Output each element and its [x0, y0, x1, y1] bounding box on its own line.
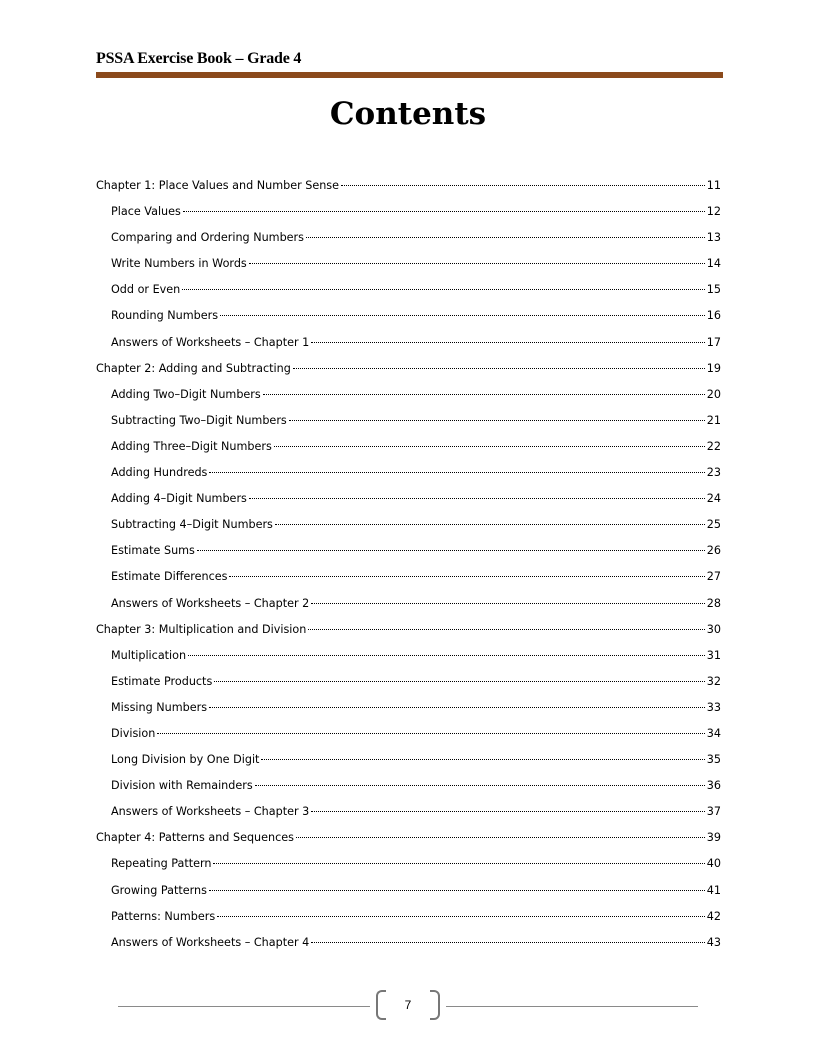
toc-page-number: 16 [706, 309, 721, 323]
toc-page-number: 32 [706, 674, 721, 688]
toc-chapter-entry[interactable] [96, 358, 721, 384]
toc-section-entry[interactable] [96, 488, 721, 514]
toc-section-entry[interactable] [96, 801, 721, 827]
toc-section-entry[interactable] [96, 410, 721, 436]
dot-leader [274, 446, 705, 447]
footer-rule-left [118, 1006, 370, 1007]
dot-leader [249, 263, 705, 264]
dot-leader [289, 420, 705, 421]
footer-bracket-left [376, 990, 386, 1020]
toc-entry-label: Answers of Worksheets – Chapter 1 [111, 335, 310, 349]
toc-entry-label: Chapter 2: Adding and Subtracting [96, 361, 291, 375]
dot-leader [209, 472, 704, 473]
toc-entry-label: Odd or Even [111, 283, 181, 297]
toc-section-entry[interactable] [96, 645, 721, 671]
toc-chapter-entry[interactable] [96, 619, 721, 645]
toc-page-number: 35 [706, 753, 721, 767]
dot-leader [311, 603, 704, 604]
dot-leader [182, 289, 705, 290]
dot-leader [296, 837, 705, 838]
toc-page-number: 40 [706, 857, 721, 871]
dot-leader [229, 576, 704, 577]
toc-page-number: 31 [706, 648, 721, 662]
toc-entry-label: Chapter 4: Patterns and Sequences [96, 831, 294, 845]
toc-page-number: 41 [706, 883, 721, 897]
toc-section-entry[interactable] [96, 279, 721, 305]
toc-entry-label: Repeating Pattern [111, 857, 212, 871]
toc-entry-label: Chapter 3: Multiplication and Division [96, 622, 307, 636]
toc-page-number: 25 [706, 518, 721, 532]
toc-page-number: 37 [706, 805, 721, 819]
toc-section-entry[interactable] [96, 697, 721, 723]
toc-entry-label: Adding 4–Digit Numbers [111, 492, 247, 506]
running-header-title: PSSA Exercise Book – Grade 4 [96, 50, 302, 67]
toc-section-entry[interactable] [96, 906, 721, 932]
toc-page-number: 23 [706, 466, 721, 480]
dot-leader [197, 550, 705, 551]
toc-entry-label: Estimate Sums [111, 544, 195, 558]
dot-leader [311, 342, 704, 343]
toc-entry-label: Estimate Products [111, 674, 213, 688]
toc-page-number: 27 [706, 570, 721, 584]
dot-leader [293, 368, 705, 369]
toc-section-entry[interactable] [96, 305, 721, 331]
toc-page-number: 34 [706, 726, 721, 740]
toc-entry-label: Patterns: Numbers [111, 909, 216, 923]
toc-page-number: 24 [706, 492, 721, 506]
toc-entry-label: Adding Three–Digit Numbers [111, 439, 272, 453]
dot-leader [261, 759, 704, 760]
toc-section-entry[interactable] [96, 462, 721, 488]
toc-section-entry[interactable] [96, 253, 721, 279]
toc-entry-label: Chapter 1: Place Values and Number Sense [96, 179, 340, 192]
toc-section-entry[interactable] [96, 332, 721, 358]
dot-leader [209, 890, 705, 891]
toc-entry-label: Rounding Numbers [111, 309, 219, 323]
dot-leader [183, 211, 705, 212]
page-title: Contents [329, 96, 487, 132]
dot-leader [249, 498, 705, 499]
page-number: 7 [404, 998, 412, 1012]
footer-rule-right [446, 1006, 698, 1007]
toc-section-entry[interactable] [96, 566, 721, 592]
toc-section-entry[interactable] [96, 932, 721, 958]
toc-entry-label: Place Values [111, 205, 181, 219]
dot-leader [157, 733, 704, 734]
toc-section-entry[interactable] [96, 723, 721, 749]
toc-page-number: 30 [706, 622, 721, 636]
toc-entry-label: Comparing and Ordering Numbers [111, 231, 304, 245]
toc-entry-label: Answers of Worksheets – Chapter 4 [111, 935, 310, 949]
toc-entry-label: Adding Two–Digit Numbers [111, 387, 261, 401]
toc-page-number: 43 [706, 935, 721, 949]
header-rule [96, 72, 723, 78]
toc-page-number: 17 [706, 335, 721, 349]
dot-leader [214, 681, 704, 682]
toc-page-number: 20 [706, 387, 721, 401]
toc-entry-label: Write Numbers in Words [111, 257, 247, 271]
footer-bracket-right [430, 990, 440, 1020]
toc-page-number: 26 [706, 544, 721, 558]
toc-section-entry[interactable] [96, 436, 721, 462]
toc-section-entry[interactable] [96, 227, 721, 253]
dot-leader [306, 237, 705, 238]
toc-section-entry[interactable] [96, 880, 721, 906]
dot-leader [220, 315, 705, 316]
toc-page-number: 15 [706, 283, 721, 297]
toc-chapter-entry[interactable] [96, 175, 721, 201]
dot-leader [213, 863, 704, 864]
toc-entry-label: Answers of Worksheets – Chapter 3 [111, 805, 310, 819]
toc-entry-label: Estimate Differences [111, 570, 228, 584]
toc-page-number: 42 [706, 909, 721, 923]
toc-entry-label: Missing Numbers [111, 700, 208, 714]
toc-entry-label: Adding Hundreds [111, 466, 208, 480]
toc-section-entry[interactable] [96, 853, 721, 879]
toc-entry-label: Subtracting Two–Digit Numbers [111, 413, 287, 427]
toc-entry-label: Division [111, 726, 156, 740]
dot-leader [275, 524, 705, 525]
toc-page-number: 14 [706, 257, 721, 271]
toc-entry-label: Division with Remainders [111, 779, 253, 793]
toc-chapter-entry[interactable] [96, 827, 721, 853]
toc-entry-label: Multiplication [111, 648, 187, 662]
table-of-contents [96, 175, 721, 958]
toc-page-number: 12 [706, 205, 721, 219]
dot-leader [217, 916, 705, 917]
dot-leader [188, 655, 705, 656]
dot-leader [263, 394, 705, 395]
toc-page-number: 19 [706, 361, 721, 375]
toc-entry-label: Long Division by One Digit [111, 753, 260, 767]
toc-section-entry[interactable] [96, 384, 721, 410]
toc-section-entry[interactable] [96, 540, 721, 566]
dot-leader [311, 942, 704, 943]
toc-page-number: 22 [706, 439, 721, 453]
toc-page-number: 13 [706, 231, 721, 245]
toc-entry-label: Answers of Worksheets – Chapter 2 [111, 596, 310, 610]
dot-leader [255, 785, 705, 786]
toc-page-number: 28 [706, 596, 721, 610]
toc-section-entry[interactable] [96, 671, 721, 697]
toc-section-entry[interactable] [96, 749, 721, 775]
toc-page-number: 11 [706, 179, 721, 192]
toc-section-entry[interactable] [96, 593, 721, 619]
toc-section-entry[interactable] [96, 514, 721, 540]
toc-entry-label: Subtracting 4–Digit Numbers [111, 518, 273, 532]
toc-page-number: 33 [706, 700, 721, 714]
dot-leader [209, 707, 705, 708]
toc-section-entry[interactable] [96, 775, 721, 801]
dot-leader [308, 629, 704, 630]
toc-page-number: 21 [706, 413, 721, 427]
dot-leader [311, 811, 704, 812]
toc-page-number: 36 [706, 779, 721, 793]
toc-entry-label: Growing Patterns [111, 883, 207, 897]
toc-section-entry[interactable] [96, 201, 721, 227]
dot-leader [341, 185, 705, 186]
toc-page-number: 39 [706, 831, 721, 845]
